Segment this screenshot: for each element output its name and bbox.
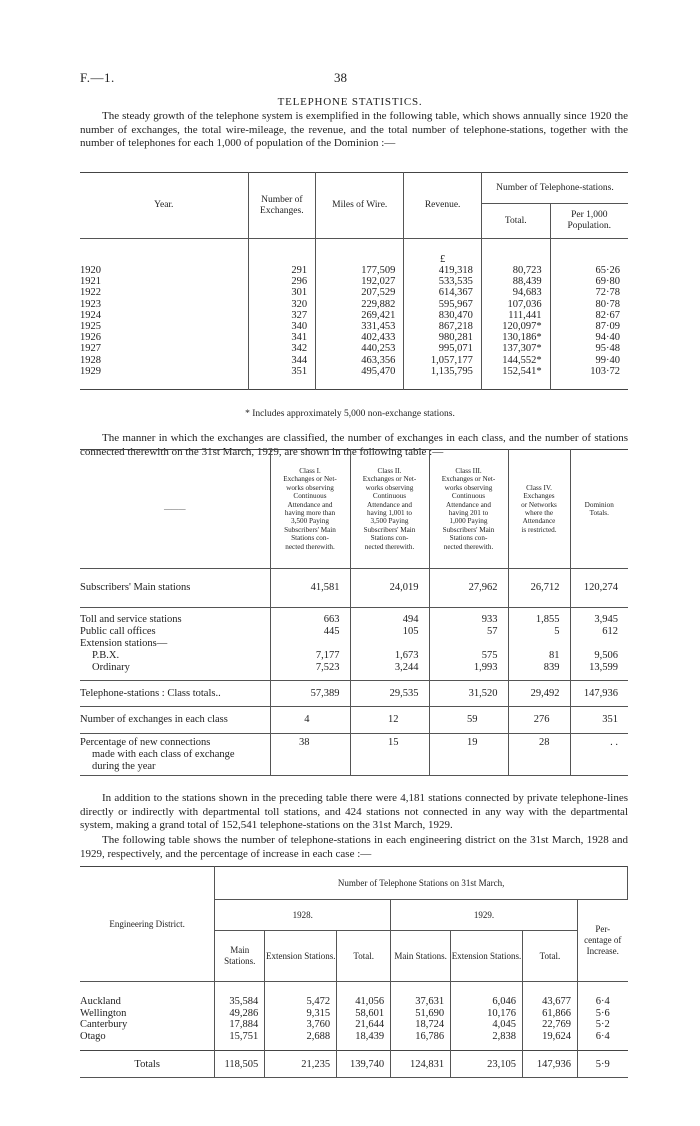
exchanges-cell: 351 xyxy=(248,366,316,390)
totals-header xyxy=(570,450,628,569)
extension-1928-cell: 3,760 xyxy=(265,1019,337,1031)
total-1929-total: 147,936 xyxy=(523,1051,578,1078)
main-1928-total: 118,505 xyxy=(215,1051,265,1078)
revenue-cell: 614,367 xyxy=(404,287,482,298)
extension-1928-cell: 5,472 xyxy=(265,982,337,1008)
header-line: Dominion xyxy=(584,500,614,509)
main-1928-header: Main Stations. xyxy=(215,931,265,982)
year-cell: 1923 xyxy=(80,299,248,310)
toll-value: 933 xyxy=(429,608,508,627)
exchanges-cell: 341 xyxy=(248,332,316,343)
wire-cell: 177,509 xyxy=(316,265,404,276)
table-row xyxy=(80,310,628,321)
header-line: Exchanges or Net- xyxy=(362,475,417,484)
pbx-value: 9,506 xyxy=(594,650,618,661)
total-1928-cell: 18,439 xyxy=(337,1031,391,1051)
class4-header xyxy=(508,450,570,569)
exchange-classes-table xyxy=(80,449,628,776)
district-stations-table xyxy=(80,866,628,1078)
percentage-increase-header: Per-centage of Increase. xyxy=(577,900,627,982)
year-1929-header: 1929. xyxy=(391,900,578,931)
total-cell: 80,723 xyxy=(481,265,550,276)
revenue-cell: 533,535 xyxy=(404,276,482,287)
per1000-cell: 69·80 xyxy=(595,276,620,288)
exchanges-value: 351 xyxy=(602,714,618,725)
pbx-value: 7,177 xyxy=(270,650,350,662)
per1000-cell: 65·26 xyxy=(595,265,620,276)
district-cell: Auckland xyxy=(80,982,215,1008)
currency-symbol: £ xyxy=(404,239,482,266)
total-1928-total: 139,740 xyxy=(337,1051,391,1078)
total-cell: 130,186* xyxy=(481,332,550,343)
wire-header: Miles of Wire. xyxy=(316,173,404,239)
total-1928-cell: 21,644 xyxy=(337,1019,391,1031)
table-row xyxy=(80,355,628,366)
year-cell: 1927 xyxy=(80,343,248,354)
header-line: Percentage of new connections xyxy=(80,737,211,748)
main-1929-cell: 51,690 xyxy=(391,1008,451,1020)
header-line: Continuous xyxy=(372,492,407,501)
public-value: 612 xyxy=(602,626,618,637)
header-line: Class III. xyxy=(455,466,482,475)
header-line: Attendance and xyxy=(287,500,333,509)
extension-1929-cell: 2,838 xyxy=(451,1031,523,1051)
total-1929-header: Total. xyxy=(523,931,578,982)
year-cell: 1924 xyxy=(80,310,248,321)
ordinary-value: 7,523 xyxy=(270,662,350,681)
class-totals-label: Telephone-stations : Class totals.. xyxy=(80,681,270,707)
pbx-label: P.B.X. xyxy=(80,650,270,662)
revenue-cell: 419,318 xyxy=(404,265,482,276)
header-line: having more than xyxy=(284,509,336,517)
total-cell: 137,307* xyxy=(481,343,550,354)
header-line: Continuous xyxy=(451,492,486,501)
district-header: Engineering District. xyxy=(80,867,215,982)
per1000-cell: 72·78 xyxy=(595,287,620,299)
header-line: or Networks xyxy=(521,500,557,509)
header-line: Attendance and xyxy=(446,500,491,509)
pbx-value: 81 xyxy=(508,650,570,662)
exchanges-cell: 344 xyxy=(248,355,316,366)
toll-label: Toll and service stations xyxy=(80,608,270,627)
header-line: nected therewith. xyxy=(285,542,335,551)
stations-group-header: Number of Telephone-stations. xyxy=(481,173,628,204)
header-line: nected therewith. xyxy=(443,542,494,551)
revenue-cell: 595,967 xyxy=(404,299,482,310)
main-1928-cell: 49,286 xyxy=(215,1008,265,1020)
district-cell: Wellington xyxy=(80,1008,215,1020)
wire-cell: 192,027 xyxy=(316,276,404,287)
total-1928-cell: 58,601 xyxy=(337,1008,391,1020)
header-line: having 201 to xyxy=(448,509,489,517)
total-1929-cell: 43,677 xyxy=(523,982,578,1008)
table-row xyxy=(80,343,628,354)
per1000-header: Per 1,000 Population. xyxy=(550,204,628,239)
ordinary-value: 13,599 xyxy=(589,662,618,673)
public-value: 445 xyxy=(270,626,350,638)
subscribers-label: Subscribers' Main stations xyxy=(80,569,270,608)
main-1928-cell: 17,884 xyxy=(215,1019,265,1031)
wire-cell: 495,470 xyxy=(316,366,404,390)
total-cell: 152,541* xyxy=(481,366,550,390)
exchanges-cell: 320 xyxy=(248,299,316,310)
header-line: having 1,001 to xyxy=(367,509,412,517)
subscribers-value: 41,581 xyxy=(270,569,350,608)
wire-cell: 331,453 xyxy=(316,321,404,332)
header-line: 3,500 Paying xyxy=(291,517,329,526)
exchanges-cell: 342 xyxy=(248,343,316,354)
header-line: Stations con- xyxy=(449,534,488,543)
extension-1929-cell: 6,046 xyxy=(451,982,523,1008)
total-cell: 94,683 xyxy=(481,287,550,298)
header-line: during the year xyxy=(92,761,156,772)
year-header: Year. xyxy=(80,173,248,239)
exchanges-value: 59 xyxy=(429,707,508,734)
total-1929-cell: 61,866 xyxy=(523,1008,578,1020)
header-line: Exchanges xyxy=(523,492,555,501)
table-row xyxy=(80,1031,628,1051)
header-line: Subscribers' Main xyxy=(442,525,495,534)
table-row xyxy=(80,332,628,343)
total-cell: 88,439 xyxy=(481,276,550,287)
revenue-header: Revenue. xyxy=(404,173,482,239)
header-line: Attendance xyxy=(522,517,556,526)
per1000-cell: 95·48 xyxy=(595,343,620,355)
main-1929-cell: 37,631 xyxy=(391,982,451,1008)
subscribers-value: 24,019 xyxy=(350,569,429,608)
percentage-value: . . xyxy=(610,737,618,748)
main-1929-header: Main Stations. xyxy=(391,931,451,982)
ordinary-value: 839 xyxy=(508,662,570,681)
class3-header xyxy=(429,450,508,569)
header-line: made with each class of exchange xyxy=(92,749,235,760)
ordinary-value: 1,993 xyxy=(429,662,508,681)
header-line: Class IV. xyxy=(526,483,552,492)
revenue-cell: 980,281 xyxy=(404,332,482,343)
header-line: where the xyxy=(524,509,554,517)
pbx-value: 1,673 xyxy=(350,650,429,662)
header-line: nected therewith. xyxy=(364,542,415,551)
totals-row xyxy=(80,1051,628,1078)
subscribers-value: 26,712 xyxy=(508,569,570,608)
percentage-cell: 6·4 xyxy=(595,996,610,1007)
total-1928-cell: 41,056 xyxy=(337,982,391,1008)
revenue-cell: 867,218 xyxy=(404,321,482,332)
table-row xyxy=(80,265,628,276)
class-totals-value: 29,535 xyxy=(350,681,429,707)
year-cell: 1929 xyxy=(80,366,248,390)
table-row xyxy=(80,287,628,298)
page-number: 38 xyxy=(334,70,347,85)
year-cell: 1921 xyxy=(80,276,248,287)
main-1928-cell: 35,584 xyxy=(215,982,265,1008)
year-cell: 1926 xyxy=(80,332,248,343)
header-line: works observing xyxy=(444,483,493,492)
additional-stations-paragraph: In addition to the stations shown in the preceding table there were 4,181 stations connected by private telephone-lines directly or indirectly with departmental toll stations, and 424 stations not connected in any way with the departmental system, making a grand total of 152,541 telephone-stations on the 31st March, 1929. xyxy=(80,792,628,832)
telephone-growth-table xyxy=(80,172,628,392)
main-1929-cell: 18,724 xyxy=(391,1019,451,1031)
toll-value: 494 xyxy=(350,608,429,627)
per1000-cell: 82·67 xyxy=(595,309,620,321)
toll-value: 663 xyxy=(270,608,350,627)
total-cell: 120,097* xyxy=(481,321,550,332)
header-line: works observing xyxy=(365,483,414,492)
revenue-cell: 1,135,795 xyxy=(404,366,482,390)
document-reference: F.—1. xyxy=(80,70,115,85)
exchanges-count-label: Number of exchanges in each class xyxy=(80,707,270,734)
public-call-label: Public call offices xyxy=(80,626,270,638)
total-cell: 144,552* xyxy=(481,355,550,366)
per1000-cell: 94·40 xyxy=(595,332,620,344)
public-value: 57 xyxy=(429,626,508,638)
percentage-total: 5·9 xyxy=(577,1051,627,1078)
header-line: Attendance and xyxy=(367,500,412,509)
class1-header xyxy=(270,450,350,569)
district-cell: Otago xyxy=(80,1031,215,1051)
table-row xyxy=(80,299,628,310)
header-line: 1,000 Paying xyxy=(449,517,488,526)
class-totals-value: 31,520 xyxy=(429,681,508,707)
exchanges-cell: 327 xyxy=(248,310,316,321)
total-1929-cell: 19,624 xyxy=(523,1031,578,1051)
main-1929-total: 124,831 xyxy=(391,1051,451,1078)
percentage-value: 28 xyxy=(508,734,570,776)
exchanges-value: 4 xyxy=(270,707,350,734)
per1000-cell: 87·09 xyxy=(595,321,620,333)
exchanges-value: 276 xyxy=(508,707,570,734)
district-cell: Canterbury xyxy=(80,1019,215,1031)
percentage-cell: 5·6 xyxy=(595,1007,610,1019)
table1-footnote: * Includes approximately 5,000 non-exchange stations. xyxy=(245,409,455,419)
table-row xyxy=(80,1019,628,1031)
intro-paragraph: The steady growth of the telephone system is exemplified in the following table, which shows annually since 1920 the number of exchanges, the total wire-mileage, the revenue, and the total number of telephone-stations, together with the number of telephones for each 1,000 of population of the Dominion :— xyxy=(80,110,628,150)
total-header: Total. xyxy=(481,204,550,239)
header-line: Subscribers' Main xyxy=(284,525,336,534)
extension-1928-total: 21,235 xyxy=(265,1051,337,1078)
exchanges-cell: 296 xyxy=(248,276,316,287)
extension-1928-cell: 9,315 xyxy=(265,1008,337,1020)
table-row xyxy=(80,321,628,332)
percentage-cell: 6·4 xyxy=(595,1030,610,1042)
wire-cell: 229,882 xyxy=(316,299,404,310)
subscribers-value: 120,274 xyxy=(583,582,618,593)
wire-cell: 269,421 xyxy=(316,310,404,321)
stations-group-header: Number of Telephone Stations on 31st March, xyxy=(215,867,628,900)
wire-cell: 440,253 xyxy=(316,343,404,354)
header-line: Totals. xyxy=(589,509,609,517)
totals-label: Totals xyxy=(80,1051,215,1078)
extension-label: Extension stations— xyxy=(80,638,270,650)
header-line: Class I. xyxy=(299,466,321,475)
header-line: Exchanges or Net- xyxy=(441,475,496,484)
wire-cell: 207,529 xyxy=(316,287,404,298)
extension-1929-header: Extension Stations. xyxy=(451,931,523,982)
exchanges-value: 12 xyxy=(350,707,429,734)
year-cell: 1922 xyxy=(80,287,248,298)
district-paragraph: The following table shows the number of telephone-stations in each engineering district on the 31st March, 1928 and 1929, respectively, and the percentage of increase in each case :— xyxy=(80,834,628,860)
blank-header-dash: ——— xyxy=(80,450,270,569)
extension-1929-cell: 10,176 xyxy=(451,1008,523,1020)
pbx-value: 575 xyxy=(429,650,508,662)
toll-value: 1,855 xyxy=(508,608,570,627)
year-cell: 1920 xyxy=(80,265,248,276)
public-value: 5 xyxy=(508,626,570,638)
percentage-label xyxy=(80,734,270,776)
header-line: Continuous xyxy=(293,492,327,501)
class-totals-value: 147,936 xyxy=(583,687,618,699)
main-1928-cell: 15,751 xyxy=(215,1031,265,1051)
year-cell: 1925 xyxy=(80,321,248,332)
subscribers-value: 27,962 xyxy=(429,569,508,608)
percentage-value: 15 xyxy=(350,734,429,776)
table-row xyxy=(80,982,628,1008)
class-totals-value: 57,389 xyxy=(270,681,350,707)
header-line: is restricted. xyxy=(521,525,557,534)
section-title: TELEPHONE STATISTICS. xyxy=(277,96,423,108)
ordinary-value: 3,244 xyxy=(350,662,429,681)
exchanges-cell: 291 xyxy=(248,265,316,276)
toll-value: 3,945 xyxy=(594,614,618,625)
percentage-value: 38 xyxy=(270,734,350,776)
total-1928-header: Total. xyxy=(337,931,391,982)
wire-cell: 463,356 xyxy=(316,355,404,366)
total-cell: 111,441 xyxy=(481,310,550,321)
exchanges-cell: 301 xyxy=(248,287,316,298)
exchanges-cell: 340 xyxy=(248,321,316,332)
percentage-value: 19 xyxy=(429,734,508,776)
per1000-cell: 99·40 xyxy=(595,354,620,366)
table-row xyxy=(80,1008,628,1020)
total-cell: 107,036 xyxy=(481,299,550,310)
class2-header xyxy=(350,450,429,569)
extension-1929-total: 23,105 xyxy=(451,1051,523,1078)
revenue-cell: 1,057,177 xyxy=(404,355,482,366)
header-line: Exchanges or Net- xyxy=(283,475,337,484)
header-line: Stations con- xyxy=(370,534,409,543)
header-line: Stations con- xyxy=(291,534,329,543)
header-line: 3,500 Paying xyxy=(370,517,409,526)
percentage-cell: 5·2 xyxy=(595,1019,610,1031)
extension-1928-header: Extension Stations. xyxy=(265,931,337,982)
class-totals-value: 29,492 xyxy=(508,681,570,707)
main-1929-cell: 16,786 xyxy=(391,1031,451,1051)
table-row xyxy=(80,366,628,390)
wire-cell: 402,433 xyxy=(316,332,404,343)
revenue-cell: 995,071 xyxy=(404,343,482,354)
exchanges-header: Number of Exchanges. xyxy=(248,173,316,239)
per1000-cell: 80·78 xyxy=(595,298,620,310)
classification-paragraph: The manner in which the exchanges are classified, the number of exchanges in each class, and the number of stations connected therewith on the 31st March, 1929, are shown in the following table :— xyxy=(80,432,628,458)
ordinary-label: Ordinary xyxy=(80,662,270,681)
header-line: Class II. xyxy=(377,466,402,475)
revenue-cell: 830,470 xyxy=(404,310,482,321)
extension-1929-cell: 4,045 xyxy=(451,1019,523,1031)
total-1929-cell: 22,769 xyxy=(523,1019,578,1031)
year-1928-header: 1928. xyxy=(215,900,391,931)
header-line: works observing xyxy=(286,483,334,492)
header-line: Subscribers' Main xyxy=(363,525,416,534)
table-row xyxy=(80,276,628,287)
extension-1928-cell: 2,688 xyxy=(265,1031,337,1051)
public-value: 105 xyxy=(350,626,429,638)
year-cell: 1928 xyxy=(80,355,248,366)
per1000-cell: 103·72 xyxy=(590,365,620,377)
